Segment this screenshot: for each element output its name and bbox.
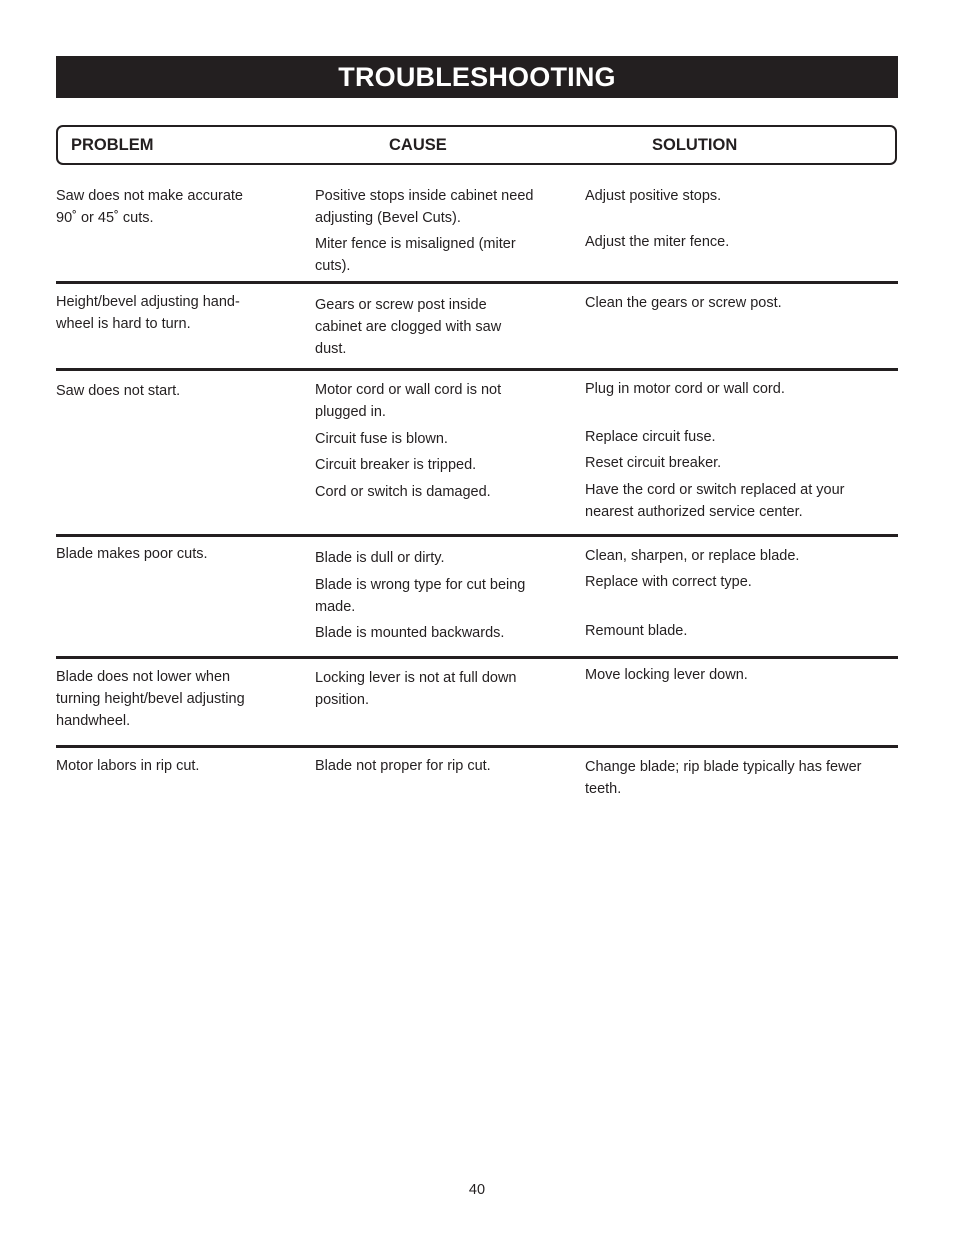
row-4-solution-1: Clean, sharpen, or replace blade. <box>585 548 800 564</box>
row-4-cause-2: Blade is wrong type for cut being made. <box>315 577 526 615</box>
row-3-solution-4: Have the cord or switch replaced at your nearest authorized service center. <box>585 482 845 520</box>
row-2-solution-1: Clean the gears or screw post. <box>585 295 782 311</box>
row-1-cause-2: Miter fence is misaligned (miter cuts). <box>315 236 516 274</box>
row-divider <box>56 281 898 284</box>
row-1-solution-2: Adjust the miter fence. <box>585 234 730 250</box>
row-5-solution-1: Move locking lever down. <box>585 667 748 683</box>
row-3-solution-3: Reset circuit breaker. <box>585 455 722 471</box>
row-4-problem: Blade makes poor cuts. <box>56 546 208 562</box>
page-number: 40 <box>468 1182 486 1198</box>
row-divider <box>56 745 898 748</box>
row-1-cause-1: Positive stops inside cabinet need adjusting (Bevel Cuts). <box>315 188 534 226</box>
header-problem: PROBLEM <box>71 136 154 154</box>
header-cause: CAUSE <box>389 136 447 154</box>
row-divider <box>56 368 898 371</box>
row-3-cause-3: Circuit breaker is tripped. <box>315 457 477 473</box>
row-6-problem: Motor labors in rip cut. <box>56 758 200 774</box>
page-title: TROUBLESHOOTING <box>338 61 616 92</box>
table-header <box>56 125 897 165</box>
row-1-problem: Saw does not make accurate 90˚ or 45˚ cuts. <box>56 188 243 226</box>
row-3-solution-2: Replace circuit fuse. <box>585 429 716 445</box>
row-2-cause-1: Gears or screw post inside cabinet are clogged with saw dust. <box>315 297 502 357</box>
row-3-cause-4: Cord or switch is damaged. <box>315 484 491 500</box>
row-1-solution-1: Adjust positive stops. <box>585 188 722 204</box>
row-3-solution-1: Plug in motor cord or wall cord. <box>585 381 785 397</box>
row-2-problem: Height/bevel adjusting hand- wheel is hard to turn. <box>56 294 240 332</box>
row-5-problem: Blade does not lower when turning height/bevel adjusting handwheel. <box>56 669 245 729</box>
row-4-cause-1: Blade is dull or dirty. <box>315 550 445 566</box>
row-4-cause-3: Blade is mounted backwards. <box>315 625 505 641</box>
row-4-solution-2: Replace with correct type. <box>585 574 752 590</box>
row-3-cause-2: Circuit fuse is blown. <box>315 431 448 447</box>
row-3-cause-1: Motor cord or wall cord is not plugged in. <box>315 382 502 420</box>
row-6-cause-1: Blade not proper for rip cut. <box>315 758 491 774</box>
row-divider <box>56 656 898 659</box>
header-solution: SOLUTION <box>652 136 738 154</box>
row-5-cause-1: Locking lever is not at full down position. <box>315 670 517 708</box>
row-3-problem: Saw does not start. <box>56 383 181 399</box>
row-6-solution-1: Change blade; rip blade typically has fewer teeth. <box>585 759 862 797</box>
row-divider <box>56 534 898 537</box>
row-4-solution-3: Remount blade. <box>585 623 688 639</box>
title-bar <box>56 56 898 98</box>
